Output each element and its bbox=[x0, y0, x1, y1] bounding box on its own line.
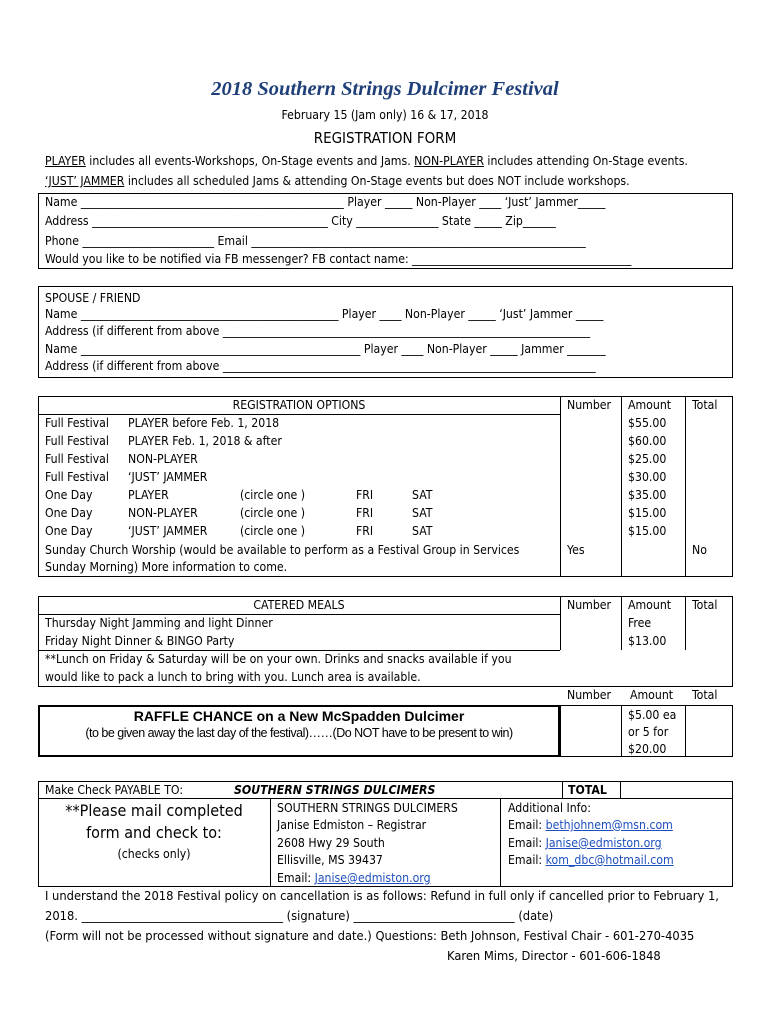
friend-name-field[interactable]: Name ___________________________________________________ Player ____ Non-Player _____ Jammer _______ bbox=[45, 342, 606, 356]
mail-address-2: Janise Edmiston – Registrar bbox=[277, 818, 427, 832]
jammer-term: ‘JUST’ JAMMER bbox=[45, 174, 125, 188]
reg-row-sat[interactable]: SAT bbox=[412, 524, 433, 538]
reg-row-sat[interactable]: SAT bbox=[412, 488, 433, 502]
reg-row-circle: (circle one ) bbox=[240, 506, 306, 520]
friend-address-field[interactable]: Address (if different from above ____________________________________________________________________ bbox=[45, 359, 596, 373]
reg-row-type: One Day bbox=[45, 524, 93, 538]
reg-options-header: REGISTRATION OPTIONS bbox=[232, 398, 366, 412]
reg-col-amount: Amount bbox=[628, 398, 672, 412]
raffle-amount-3: $20.00 bbox=[628, 742, 667, 756]
name-field[interactable]: Name ________________________________________________ Player _____ Non-Player ____ ‘Just’ Jammer_____ bbox=[45, 195, 606, 209]
beth-email-link[interactable]: bethjohnem@msn.com bbox=[545, 818, 673, 832]
reg-row-sat[interactable]: SAT bbox=[412, 506, 433, 520]
reg-row-amount: $30.00 bbox=[628, 470, 667, 484]
nonplayer-term: NON-PLAYER bbox=[414, 154, 484, 168]
payment-col-divider-2 bbox=[500, 798, 501, 887]
meals-note-divider bbox=[38, 650, 560, 651]
reg-row-amount: $15.00 bbox=[628, 524, 667, 538]
festival-dates: February 15 (Jam only) 16 & 17, 2018 bbox=[281, 108, 489, 122]
director-contact: Karen Mims, Director - 601-606-1848 bbox=[447, 949, 661, 964]
reg-row-circle: (circle one ) bbox=[240, 524, 306, 538]
raffle-title: RAFFLE CHANCE on a New McSpadden Dulcimer bbox=[133, 708, 465, 724]
fb-messenger-field[interactable]: Would you like to be notified via FB messenger? FB contact name: ________________________________________ bbox=[45, 252, 632, 266]
payable-label: Make Check PAYABLE TO: bbox=[45, 783, 184, 797]
raffle-col-number: Number bbox=[567, 688, 612, 702]
meals-header: CATERED MEALS bbox=[253, 598, 345, 612]
raffle-subtitle: (to be given away the last day of the festival)……(Do NOT have to be present to win) bbox=[85, 726, 513, 740]
total-divider-left bbox=[562, 781, 563, 798]
reg-row-category: ‘JUST’ JAMMER bbox=[128, 470, 208, 484]
reg-row-category: NON-PLAYER bbox=[128, 506, 198, 520]
meals-col-total: Total bbox=[692, 598, 718, 612]
total-label: TOTAL bbox=[568, 783, 607, 797]
reg-row-type: Full Festival bbox=[45, 452, 109, 466]
reg-col-number: Number bbox=[567, 398, 612, 412]
meal-row-2-amount: $13.00 bbox=[628, 634, 667, 648]
info-email-label-1: Email: bbox=[508, 818, 546, 832]
reg-row-fri[interactable]: FRI bbox=[356, 488, 374, 502]
reg-row-amount: $55.00 bbox=[628, 416, 667, 430]
reg-row-category: ‘JUST’ JAMMER bbox=[128, 524, 208, 538]
raffle-col-amount: Amount bbox=[630, 688, 674, 702]
info-email-row-2 bbox=[508, 836, 662, 850]
reg-row-category: PLAYER Feb. 1, 2018 & after bbox=[128, 434, 282, 448]
reg-col-divider-2 bbox=[621, 396, 622, 577]
reg-row-amount: $60.00 bbox=[628, 434, 667, 448]
player-term: PLAYER bbox=[45, 154, 86, 168]
karen-email-link[interactable]: kom_dbc@hotmail.com bbox=[545, 853, 674, 867]
processing-note: (Form will not be processed without signature and date.) Questions: Beth Johnson, Festival Chair - 601-270-4035 bbox=[45, 929, 695, 944]
reg-row-amount: $15.00 bbox=[628, 506, 667, 520]
info-email-row-1 bbox=[508, 818, 673, 832]
signature-line[interactable]: 2018. ___________________________________ (signature) ____________________________ (date) bbox=[45, 909, 554, 924]
mail-address-1: SOUTHERN STRINGS DULCIMERS bbox=[277, 801, 458, 815]
reg-col-total: Total bbox=[692, 398, 718, 412]
meals-note-2: would like to pack a lunch to bring with you. Lunch area is available. bbox=[45, 670, 421, 684]
nonplayer-def-text: includes attending On-Stage events. bbox=[483, 154, 688, 168]
reg-row-circle: (circle one ) bbox=[240, 488, 306, 502]
payment-header-divider bbox=[38, 798, 733, 799]
mail-instruction-2: form and check to: bbox=[86, 823, 222, 842]
church-no[interactable]: No bbox=[692, 543, 707, 557]
reg-row-category: PLAYER bbox=[128, 488, 169, 502]
spouse-name-field[interactable]: Name _______________________________________________ Player ____ Non-Player _____ ‘Just’ Jammer _____ bbox=[45, 307, 604, 321]
church-line-1: Sunday Church Worship (would be available to perform as a Festival Group in Services bbox=[45, 543, 520, 557]
reg-row-category: NON-PLAYER bbox=[128, 452, 198, 466]
player-definition bbox=[45, 154, 688, 168]
church-yes[interactable]: Yes bbox=[567, 543, 585, 557]
info-email-row-3 bbox=[508, 853, 674, 867]
info-email-label-3: Email: bbox=[508, 853, 546, 867]
raffle-amount-2: or 5 for bbox=[628, 725, 669, 739]
player-def-text: includes all events-Workshops, On-Stage events and Jams. bbox=[85, 154, 415, 168]
reg-row-type: Full Festival bbox=[45, 416, 109, 430]
address-field[interactable]: Address ___________________________________________ City _______________ State _____ Zip______ bbox=[45, 214, 556, 228]
meal-row-1-amount: Free bbox=[628, 616, 652, 630]
meals-header-divider bbox=[38, 614, 560, 615]
meals-col-number: Number bbox=[567, 598, 612, 612]
jammer-definition bbox=[45, 174, 630, 188]
total-divider-right bbox=[620, 781, 621, 798]
janise-email-link[interactable]: Janise@edmiston.org bbox=[545, 836, 662, 850]
raffle-col-divider-2 bbox=[685, 705, 686, 757]
reg-header-divider bbox=[38, 414, 560, 415]
reg-row-category: PLAYER before Feb. 1, 2018 bbox=[128, 416, 280, 430]
registrar-email-row bbox=[277, 871, 431, 885]
church-line-2: Sunday Morning) More information to come. bbox=[45, 560, 288, 574]
meal-row-1: Thursday Night Jamming and light Dinner bbox=[45, 616, 273, 630]
payable-to: SOUTHERN STRINGS DULCIMERS bbox=[234, 783, 436, 797]
reg-row-type: One Day bbox=[45, 488, 93, 502]
spouse-address-field[interactable]: Address (if different from above ___________________________________________________________________ bbox=[45, 324, 591, 338]
payment-col-divider-1 bbox=[270, 798, 271, 887]
reg-row-amount: $25.00 bbox=[628, 452, 667, 466]
meals-note-1: **Lunch on Friday & Saturday will be on your own. Drinks and snacks available if you bbox=[45, 652, 512, 666]
raffle-col-total: Total bbox=[692, 688, 718, 702]
mail-address-3: 2608 Hwy 29 South bbox=[277, 836, 385, 850]
meals-col-divider-2 bbox=[621, 596, 622, 650]
info-email-label-2: Email: bbox=[508, 836, 546, 850]
meals-col-divider-3 bbox=[685, 596, 686, 650]
jammer-def-text: includes all scheduled Jams & attending On-Stage events but does NOT include workshops. bbox=[124, 174, 630, 188]
reg-row-fri[interactable]: FRI bbox=[356, 524, 374, 538]
form-title: 2018 Southern Strings Dulcimer Festival bbox=[211, 78, 559, 100]
registration-form-heading: REGISTRATION FORM bbox=[313, 129, 457, 147]
reg-row-amount: $35.00 bbox=[628, 488, 667, 502]
reg-row-type: Full Festival bbox=[45, 470, 109, 484]
registrar-email-link[interactable]: Janise@edmiston.org bbox=[314, 871, 431, 885]
registrar-email-label: Email: bbox=[277, 871, 315, 885]
reg-row-fri[interactable]: FRI bbox=[356, 506, 374, 520]
additional-info-label: Additional Info: bbox=[508, 801, 591, 815]
raffle-amount-1: $5.00 ea bbox=[628, 708, 677, 722]
meal-row-2: Friday Night Dinner & BINGO Party bbox=[45, 634, 235, 648]
meals-col-divider-1 bbox=[560, 596, 561, 650]
reg-row-type: Full Festival bbox=[45, 434, 109, 448]
checks-only: (checks only) bbox=[117, 847, 191, 861]
reg-row-type: One Day bbox=[45, 506, 93, 520]
mail-address-4: Ellisville, MS 39437 bbox=[277, 853, 383, 867]
spouse-header: SPOUSE / FRIEND bbox=[45, 291, 141, 305]
reg-col-divider-3 bbox=[685, 396, 686, 577]
meals-col-amount: Amount bbox=[628, 598, 672, 612]
phone-email-field[interactable]: Phone ________________________ Email _____________________________________________________________ bbox=[45, 234, 586, 248]
reg-col-divider-1 bbox=[560, 396, 561, 577]
mail-instruction-1: **Please mail completed bbox=[65, 801, 243, 820]
cancellation-policy-1: I understand the 2018 Festival policy on cancellation is as follows: Refund in full only if cancelled prior to February 1, bbox=[45, 889, 719, 904]
raffle-col-divider-1 bbox=[621, 705, 622, 757]
